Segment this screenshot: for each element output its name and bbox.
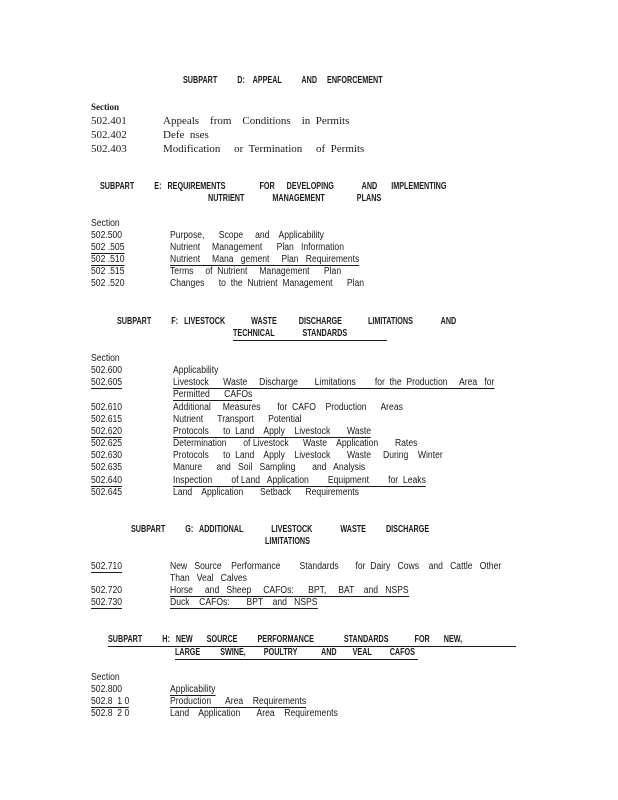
section-title: Nutrient Transport Potential	[173, 414, 302, 425]
section-title: Terms of Nutrient Management Plan	[170, 266, 342, 277]
section-title: Appeals from Conditions in Permits	[163, 115, 350, 127]
section-title: Land Application Area Requirements	[170, 708, 338, 719]
subpart-e-heading: SUBPART E: REQUIREMENTS FOR DEVELOPING AND IMPLEMENTING	[100, 181, 447, 192]
section-title: Applicability	[170, 684, 216, 695]
subpart-f-heading-cont: TECHNICAL STANDARDS	[233, 328, 348, 339]
section-title: Nutrient Management Plan Information	[170, 242, 345, 253]
section-number: 502 .520	[91, 278, 125, 289]
section-number: 502.720	[91, 585, 123, 596]
subpart-g-heading-cont: LIMITATIONS	[265, 536, 310, 547]
section-title: Inspection of Land Application Equipment for Leaks	[173, 475, 426, 486]
section-title: Production Area Requirements	[170, 696, 307, 707]
subpart-e-heading-cont: NUTRIENT MANAGEMENT PLANS	[208, 193, 382, 204]
section-title: Defe nses	[163, 129, 209, 141]
section-title: Livestock Waste Discharge Limitations for the Production Area for	[173, 377, 495, 388]
section-number: 502.600	[91, 365, 123, 376]
section-number: 502.615	[91, 414, 123, 425]
section-number: 502.620	[91, 426, 123, 437]
section-title: New Source Performance Standards for Dairy Cows and Cattle Other	[170, 561, 502, 572]
section-number: 502.8 2 0	[91, 708, 130, 719]
section-number: 502.730	[91, 597, 123, 608]
heading-underline	[233, 340, 387, 341]
section-number: 502.630	[91, 450, 123, 461]
subpart-f-heading: SUBPART F: LIVESTOCK WASTE DISCHARGE LIMITATIONS AND	[117, 316, 457, 327]
subpart-h-heading: SUBPART H: NEW SOURCE PERFORMANCE STANDARDS FOR NEW,	[108, 634, 463, 645]
section-number: 502.610	[91, 402, 123, 413]
section-number: 502.401	[91, 115, 127, 127]
subpart-h-heading-cont: LARGE SWINE, POULTRY AND VEAL CAFOS	[175, 647, 415, 658]
section-number: 502.800	[91, 684, 123, 695]
section-title: Modification or Termination of Permits	[163, 143, 365, 155]
section-title: Additional Measures for CAFO Production Areas	[173, 402, 403, 413]
section-number: 502.645	[91, 487, 123, 498]
section-title: Manure and Soil Sampling and Analysis	[173, 462, 366, 473]
heading-underline	[175, 659, 418, 660]
section-label: Section	[91, 353, 120, 364]
section-label: Section	[91, 672, 120, 683]
section-title: Horse and Sheep CAFOs: BPT, BAT and NSPS	[170, 585, 409, 596]
section-label: Section	[91, 102, 119, 112]
section-title: Determination of Livestock Waste Application Rates	[173, 438, 418, 449]
section-title: Duck CAFOs: BPT and NSPS	[170, 597, 318, 608]
section-number: 502 .510	[91, 254, 125, 265]
section-title: Protocols to Land Apply Livestock Waste	[173, 426, 372, 437]
section-number: 502 .505	[91, 242, 125, 253]
section-number: 502.403	[91, 143, 127, 155]
section-title: Land Application Setback Requirements	[173, 487, 359, 498]
section-number: 502.625	[91, 438, 123, 449]
subpart-g-heading: SUBPART G: ADDITIONAL LIVESTOCK WASTE DISCHARGE	[131, 524, 430, 535]
section-number: 502.500	[91, 230, 123, 241]
section-title-cont: Than Veal Calves	[170, 573, 247, 584]
section-number: 502 .515	[91, 266, 125, 277]
section-title: Purpose, Scope and Applicability	[170, 230, 324, 241]
section-number: 502.635	[91, 462, 123, 473]
section-title-cont: Permitted CAFOs	[173, 389, 253, 400]
section-number: 502.8 1 0	[91, 696, 130, 707]
section-number: 502.710	[91, 561, 123, 572]
section-title: Applicability	[173, 365, 219, 376]
section-title: Protocols to Land Apply Livestock Waste During Winter	[173, 450, 443, 461]
section-number: 502.402	[91, 129, 127, 141]
section-label: Section	[91, 218, 120, 229]
section-number: 502.640	[91, 475, 123, 486]
section-title: Nutrient Mana gement Plan Requirements	[170, 254, 360, 265]
section-number: 502.605	[91, 377, 123, 388]
section-title: Changes to the Nutrient Management Plan	[170, 278, 365, 289]
subpart-d-heading: SUBPART D: APPEAL AND ENFORCEMENT	[183, 75, 383, 86]
